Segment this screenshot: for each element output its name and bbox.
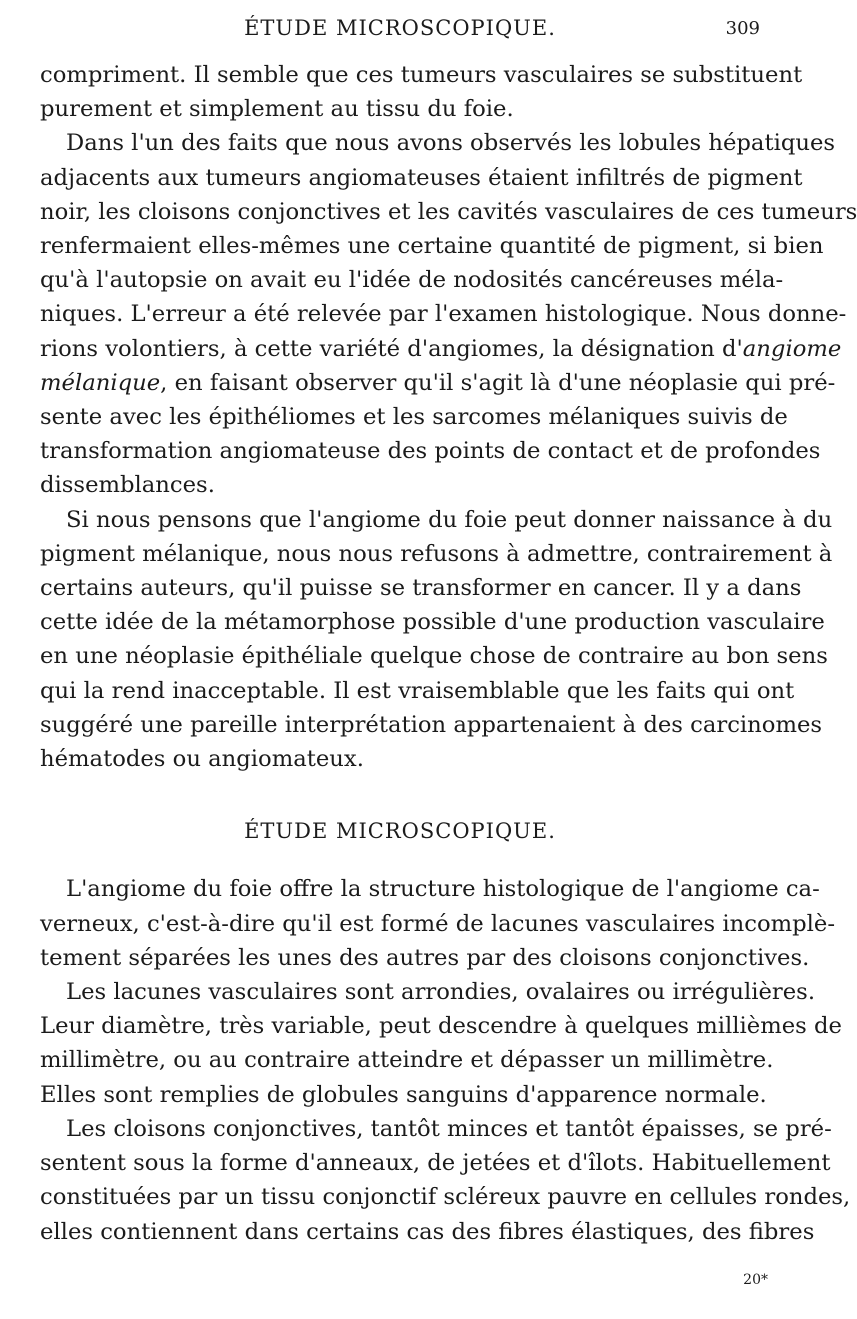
text-line: sentent sous la forme d'anneaux, de jetées et d'îlots. Habituellement xyxy=(40,1150,831,1177)
running-head xyxy=(40,6,760,46)
text-line xyxy=(40,366,836,400)
running-title: ÉTUDE MICROSCOPIQUE. xyxy=(244,16,556,40)
paragraph-1 xyxy=(40,58,803,126)
text-line: Les cloisons conjonctives, tantôt minces et tantôt épaisses, se pré- xyxy=(66,1115,832,1142)
text-line: niques. L'erreur a été relevée par l'examen histologique. Nous donne- xyxy=(40,301,847,328)
text-line: renfermaient elles-mêmes une certaine quantité de pigment, si bien xyxy=(40,233,824,260)
text-line: tement séparées les unes des autres par des cloisons conjonctives. xyxy=(40,944,810,971)
text-line: L'angiome du foie offre la structure histologique de l'angiome ca- xyxy=(66,876,820,903)
text-line: Si nous pensons que l'angiome du foie peut donner naissance à du xyxy=(66,506,833,533)
text-line: Dans l'un des faits que nous avons observés les lobules hépatiques xyxy=(66,130,836,157)
section-heading: ÉTUDE MICROSCOPIQUE. xyxy=(244,819,556,844)
text-line: verneux, c'est-à-dire qu'il est formé de lacunes vasculaires incomplè- xyxy=(40,910,835,937)
text-line: en une néoplasie épithéliale quelque chose de contraire au bon sens xyxy=(40,643,828,670)
text-line: dissemblances. xyxy=(40,472,215,499)
text-line: transformation angiomateuse des points de contact et de profondes xyxy=(40,438,821,465)
paragraph-3 xyxy=(40,503,833,777)
text-line xyxy=(40,332,842,366)
body-text xyxy=(40,58,857,1249)
text-line: adjacents aux tumeurs angiomateuses étaient infiltrés de pigment xyxy=(40,164,803,191)
text-line: suggéré une pareille interprétation appartenaient à des carcinomes xyxy=(40,711,823,738)
text-line: noir, les cloisons conjonctives et les cavités vasculaires de ces tumeurs xyxy=(40,198,857,225)
text-line: elles contiennent dans certains cas des fibres élastiques, des fibres xyxy=(40,1218,815,1245)
paragraph-4 xyxy=(40,872,835,975)
text-segment: , en faisant observer qu'il s'agit là d'une néoplasie qui pré- xyxy=(160,369,836,396)
text-line: pigment mélanique, nous nous refusons à admettre, contrairement à xyxy=(40,540,833,567)
paragraph-5 xyxy=(40,975,842,1112)
text-line: compriment. Il semble que ces tumeurs vasculaires se substituent xyxy=(40,62,803,88)
italic-term: angiome xyxy=(742,335,842,362)
text-line: hématodes ou angiomateux. xyxy=(40,746,364,773)
text-line: cette idée de la métamorphose possible d'une production vasculaire xyxy=(40,609,825,636)
text-line: Les lacunes vasculaires sont arrondies, ovalaires ou irrégulières. xyxy=(66,979,816,1006)
paragraph-6 xyxy=(40,1112,851,1249)
text-line: Leur diamètre, très variable, peut descendre à quelques millièmes de xyxy=(40,1013,842,1040)
page-number: 309 xyxy=(725,18,760,39)
text-line: sente avec les épithéliomes et les sarcomes mélaniques suivis de xyxy=(40,404,788,431)
text-line: constituées par un tissu conjonctif scléreux pauvre en cellules rondes, xyxy=(40,1184,851,1211)
paragraph-2 xyxy=(40,126,857,502)
text-line: purement et simplement au tissu du foie. xyxy=(40,96,514,123)
signature-mark: 20* xyxy=(743,1272,768,1288)
text-line: qui la rend inacceptable. Il est vraisemblable que les faits qui ont xyxy=(40,677,795,704)
text-line: Elles sont remplies de globules sanguins d'apparence normale. xyxy=(40,1081,767,1108)
italic-term: mélanique xyxy=(40,369,161,396)
text-line: qu'à l'autopsie on avait eu l'idée de nodosités cancéreuses méla- xyxy=(40,267,784,294)
text-line: millimètre, ou au contraire atteindre et dépasser un millimètre. xyxy=(40,1047,774,1074)
text-line: certains auteurs, qu'il puisse se transformer en cancer. Il y a dans xyxy=(40,575,802,602)
text-segment: rions volontiers, à cette variété d'angiomes, la désignation d' xyxy=(40,335,743,362)
